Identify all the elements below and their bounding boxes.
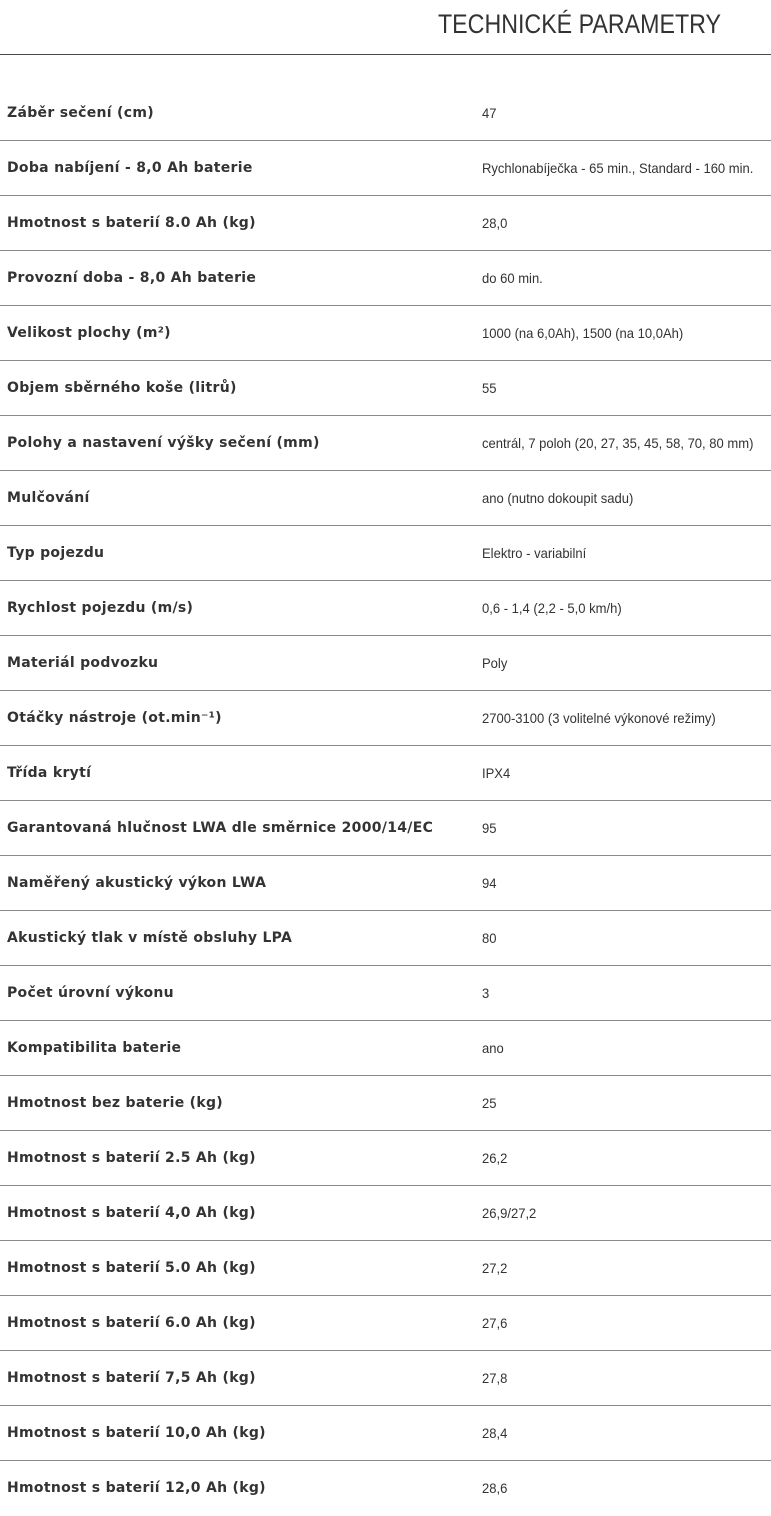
spec-label: Mulčování (7, 490, 90, 506)
spec-label: Garantovaná hlučnost LWA dle směrnice 2000/14/EC (7, 820, 434, 836)
spec-row (0, 1186, 771, 1241)
spec-row (0, 526, 771, 581)
spec-label: Naměřený akustický výkon LWA (7, 875, 267, 891)
spec-value: 94 (482, 875, 497, 891)
spec-value: ano (482, 1040, 504, 1056)
spec-value: 28,4 (482, 1425, 508, 1441)
spec-label: Objem sběrného koše (litrů) (7, 380, 237, 396)
spec-table (0, 86, 771, 1516)
spec-value: Elektro - variabilní (482, 545, 587, 561)
spec-value: 27,8 (482, 1370, 508, 1386)
spec-row (0, 636, 771, 691)
spec-row (0, 306, 771, 361)
spec-value: 2700-3100 (3 volitelné výkonové režimy) (482, 710, 716, 726)
spec-label: Hmotnost s baterií 2.5 Ah (kg) (7, 1150, 256, 1166)
spec-row (0, 746, 771, 801)
spec-label: Kompatibilita baterie (7, 1040, 182, 1056)
spec-row (0, 251, 771, 306)
spec-label: Provozní doba - 8,0 Ah baterie (7, 270, 257, 286)
spec-value: 28,6 (482, 1480, 508, 1496)
spec-label: Materiál podvozku (7, 655, 159, 671)
spec-label: Hmotnost bez baterie (kg) (7, 1095, 223, 1111)
spec-value: do 60 min. (482, 270, 543, 286)
spec-value: Rychlonabíječka - 65 min., Standard - 160 min. (482, 160, 754, 176)
spec-label: Hmotnost s baterií 10,0 Ah (kg) (7, 1425, 266, 1441)
spec-row (0, 361, 771, 416)
spec-value: ano (nutno dokoupit sadu) (482, 490, 634, 506)
spec-label: Hmotnost s baterií 4,0 Ah (kg) (7, 1205, 256, 1221)
spec-row (0, 856, 771, 911)
spec-label: Typ pojezdu (7, 545, 105, 561)
spec-value: 1000 (na 6,0Ah), 1500 (na 10,0Ah) (482, 325, 684, 341)
spec-value: 3 (482, 985, 490, 1001)
spec-label: Třída krytí (7, 765, 92, 781)
spec-label: Hmotnost s baterií 6.0 Ah (kg) (7, 1315, 256, 1331)
spec-value: 80 (482, 930, 497, 946)
spec-row (0, 966, 771, 1021)
spec-label: Otáčky nástroje (ot.min⁻¹) (7, 710, 222, 726)
section-title: TECHNICKÉ PARAMETRY (438, 9, 721, 39)
spec-value: 27,6 (482, 1315, 508, 1331)
spec-value: IPX4 (482, 765, 511, 781)
spec-label: Hmotnost s baterií 7,5 Ah (kg) (7, 1370, 256, 1386)
spec-label: Akustický tlak v místě obsluhy LPA (7, 930, 293, 946)
spec-value: 25 (482, 1095, 497, 1111)
spec-row (0, 1021, 771, 1076)
spec-value: 27,2 (482, 1260, 508, 1276)
spec-label: Rychlost pojezdu (m/s) (7, 600, 194, 616)
spec-row (0, 471, 771, 526)
spec-value: 95 (482, 820, 497, 836)
spec-row (0, 911, 771, 966)
spec-row (0, 416, 771, 471)
spec-value: centrál, 7 poloh (20, 27, 35, 45, 58, 70, 80 mm) (482, 435, 754, 451)
spec-label: Polohy a nastavení výšky sečení (mm) (7, 435, 320, 451)
spec-label: Záběr sečení (cm) (7, 105, 154, 121)
spec-value: 55 (482, 380, 497, 396)
spec-label: Hmotnost s baterií 12,0 Ah (kg) (7, 1480, 266, 1496)
spec-row (0, 1241, 771, 1296)
spec-label: Velikost plochy (m²) (7, 325, 171, 341)
spec-row (0, 1296, 771, 1351)
spec-row (0, 1076, 771, 1131)
spec-value: Poly (482, 655, 508, 671)
spec-row (0, 1131, 771, 1186)
spec-label: Počet úrovní výkonu (7, 985, 174, 1001)
spec-label: Hmotnost s baterií 8.0 Ah (kg) (7, 215, 256, 231)
spec-value: 28,0 (482, 215, 508, 231)
spec-label: Hmotnost s baterií 5.0 Ah (kg) (7, 1260, 256, 1276)
spec-row (0, 1406, 771, 1461)
spec-row (0, 581, 771, 636)
spec-label: Doba nabíjení - 8,0 Ah baterie (7, 160, 253, 176)
section-header (0, 0, 771, 55)
spec-row (0, 141, 771, 196)
spec-value: 0,6 - 1,4 (2,2 - 5,0 km/h) (482, 600, 622, 616)
spec-row (0, 691, 771, 746)
spec-row (0, 1351, 771, 1406)
spec-row (0, 196, 771, 251)
spec-value: 47 (482, 105, 497, 121)
spec-value: 26,9/27,2 (482, 1205, 537, 1221)
spec-row (0, 801, 771, 856)
spec-value: 26,2 (482, 1150, 508, 1166)
spec-row (0, 1461, 771, 1516)
spec-row (0, 86, 771, 141)
